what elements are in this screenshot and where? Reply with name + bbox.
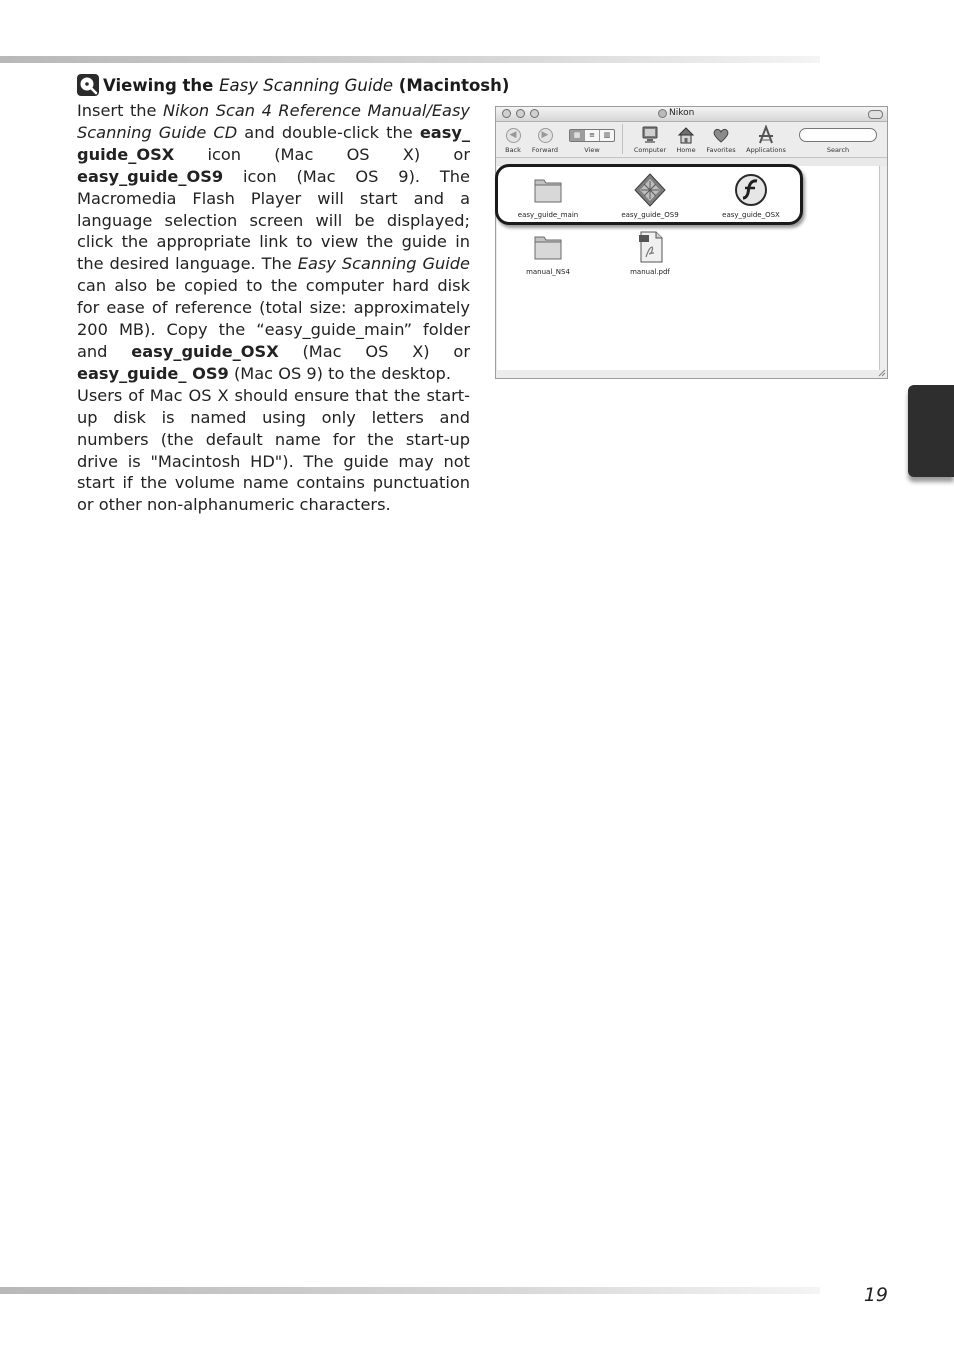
window-title-text: Nikon xyxy=(669,108,695,118)
applications-icon xyxy=(756,125,776,145)
search-input[interactable] xyxy=(799,128,877,142)
file-label: manual_NS4 xyxy=(526,268,570,276)
cd-title: Nikon Scan 4 Reference Manual/Easy Scanning Guide CD xyxy=(77,101,470,142)
back-label: Back xyxy=(505,146,521,154)
vertical-scrollbar[interactable] xyxy=(880,166,887,370)
minimize-window-icon[interactable] xyxy=(516,109,525,118)
close-window-icon[interactable] xyxy=(502,109,511,118)
file-label: easy_guide_OSX xyxy=(722,211,780,219)
resize-grip-icon[interactable] xyxy=(878,369,886,377)
favorites-button[interactable] xyxy=(703,124,739,154)
applications-label: Applications xyxy=(746,146,786,154)
computer-label: Computer xyxy=(633,146,667,154)
home-icon xyxy=(677,126,695,144)
highlight-callout xyxy=(495,164,803,225)
text-run: (Mac OS 9) to the desktop. xyxy=(228,363,451,383)
toolbar-separator xyxy=(622,124,623,154)
zoom-window-icon[interactable] xyxy=(530,109,539,118)
back-arrow-icon: ◀ xyxy=(506,128,521,143)
text-run: Insert the xyxy=(77,101,164,120)
view-label: View xyxy=(584,146,600,154)
window-titlebar xyxy=(496,107,887,122)
footer-rule xyxy=(0,1287,820,1294)
applications-button[interactable] xyxy=(742,124,790,154)
list-view-icon[interactable]: ≡ xyxy=(585,130,600,141)
paragraph-startup-disk: Users of Mac OS X should ensure that the start-up disk is named using only letters and numbers (the default name for the start-up drive is "Macintosh HD"). The guide may not start if the volume name contains punctuation or other non-alphanumeric characters. xyxy=(77,385,470,515)
guide-title: Easy Scanning Guide xyxy=(297,254,470,274)
computer-icon xyxy=(641,126,659,144)
forward-arrow-icon: ▶ xyxy=(538,128,553,143)
header-rule xyxy=(0,56,820,63)
file-label: easy_guide_OS9 xyxy=(621,211,679,219)
text-run: can also be copied to the computer hard disk for ease of reference (total size: approximately 200 MB). Copy the “easy_guide_main” folder and xyxy=(77,276,470,361)
back-button[interactable] xyxy=(502,124,524,154)
heading-prefix: Viewing the xyxy=(103,75,220,95)
file-manual-pdf[interactable] xyxy=(604,229,696,276)
view-control[interactable] xyxy=(567,124,617,154)
osx-folder-name: easy_guide_OSX xyxy=(131,341,279,361)
toolbar-toggle-button[interactable] xyxy=(868,110,883,119)
home-label: Home xyxy=(676,146,696,154)
folder-icon xyxy=(530,229,566,265)
os9-icon-name: easy_guide_OS9 xyxy=(77,166,224,186)
text-run: and double-click the xyxy=(237,122,420,142)
file-manual-ns4[interactable] xyxy=(502,229,594,276)
text-run: (Mac OS X) or xyxy=(278,341,470,361)
file-label: manual.pdf xyxy=(630,268,670,276)
manual-cd-icon xyxy=(77,74,99,96)
icon-view-icon[interactable]: ▦ xyxy=(570,130,585,141)
search-control xyxy=(798,124,878,154)
text-run: icon (Mac OS 9). The Macromedia Flash Player will start and a language selection screen will be displayed; click the appropriate link to view the guide in the desired language. The xyxy=(77,166,470,274)
cd-disc-icon xyxy=(658,109,667,118)
page-number: 19 xyxy=(863,1284,888,1306)
osx-icon-name: easy_ guide_OSX xyxy=(77,122,470,164)
favorites-label: Favorites xyxy=(706,146,736,154)
pdf-icon xyxy=(632,229,668,265)
text-run: icon (Mac OS X) or xyxy=(174,144,470,164)
window-title xyxy=(658,108,694,118)
home-button[interactable] xyxy=(672,124,700,154)
finder-window xyxy=(495,106,888,379)
heading-italic: Easy Scanning Guide xyxy=(219,75,394,95)
section-heading xyxy=(77,74,509,96)
paragraph-install xyxy=(77,100,470,385)
forward-label: Forward xyxy=(531,146,559,154)
column-view-icon[interactable]: ▥ xyxy=(603,130,611,139)
os9-folder-name: easy_guide_ OS9 xyxy=(77,363,229,383)
chapter-tab xyxy=(908,385,954,477)
body-text xyxy=(77,100,470,516)
finder-toolbar xyxy=(496,122,887,157)
file-label: easy_guide_main xyxy=(517,211,579,219)
search-label: Search xyxy=(826,146,850,154)
forward-button[interactable] xyxy=(529,124,561,154)
heart-icon xyxy=(712,126,730,144)
heading-suffix: (Macintosh) xyxy=(393,75,510,95)
computer-button[interactable] xyxy=(630,124,670,154)
